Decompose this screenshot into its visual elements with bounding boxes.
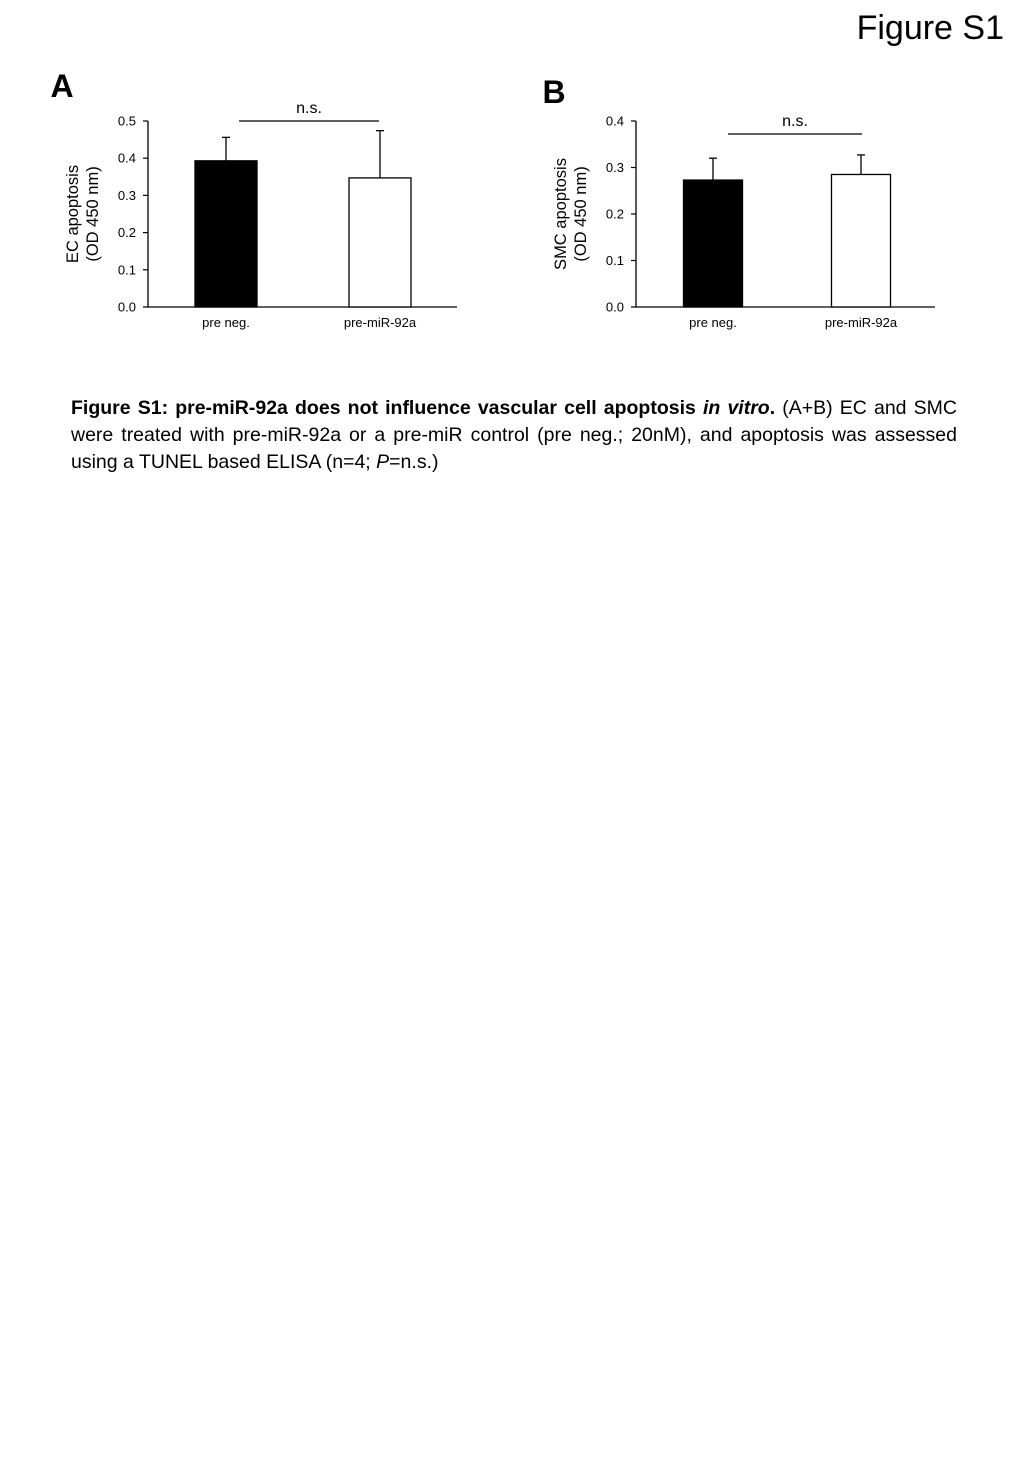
chart-b-y-tick-label: 0.0 <box>605 299 624 315</box>
chart-b-bar <box>832 174 891 307</box>
figure-title: Figure S1 <box>856 9 1004 47</box>
chart-a-y-tick-label: 0.4 <box>117 150 136 166</box>
chart-a-bar <box>349 178 411 307</box>
chart-b-y-tick-label: 0.4 <box>605 113 624 129</box>
chart-a-y-tick-label: 0.0 <box>117 299 136 315</box>
caption-title: Figure S1: pre-miR-92a does not influence vascular cell apoptosis <box>71 397 703 419</box>
chart-a-bar <box>195 161 257 307</box>
figure-caption <box>71 395 957 476</box>
chart-b-panel-label: B <box>542 74 566 110</box>
figure-panels <box>0 0 1024 360</box>
chart-b-category-label: pre-miR-92a <box>824 315 898 330</box>
chart-b-y-axis-label-line: SMC apoptosis <box>552 158 570 270</box>
caption-title-italic: in vitro <box>702 397 770 419</box>
chart-a-y-tick-label: 0.5 <box>117 113 136 129</box>
caption-title-end: . <box>769 397 776 419</box>
chart-b-y-tick-label: 0.1 <box>605 253 624 268</box>
chart-a-panel-label: A <box>50 68 74 104</box>
chart-a-y-axis-label-line: EC apoptosis <box>64 164 82 264</box>
chart-a-y-axis-label <box>64 165 102 263</box>
chart-b-y-axis-label-line: (OD 450 nm) <box>572 166 590 262</box>
chart-a-significance-label: n.s. <box>296 100 322 117</box>
chart-a-category-label: pre neg. <box>202 315 250 330</box>
chart-b-bar <box>684 180 743 307</box>
chart-b-y-tick-label: 0.3 <box>605 160 624 175</box>
caption-body-1: (A+B) EC and SMC were treated with pre-miR-92a or a pre-miR control (pre neg.; 20nM), and apoptosis was assessed using a TUNEL based ELISA (n=4; <box>71 397 957 473</box>
chart-a-y-tick-label: 0.1 <box>117 262 136 278</box>
chart-a-y-axis-label-line: (OD 450 nm) <box>84 166 102 262</box>
caption-p-symbol: P <box>376 451 390 473</box>
chart-b-y-tick-label: 0.2 <box>605 206 624 222</box>
chart-a-y-tick-label: 0.3 <box>117 187 136 203</box>
chart-b-significance-label: n.s. <box>782 113 808 130</box>
caption-body-2: =n.s.) <box>389 451 439 473</box>
chart-a-category-label: pre-miR-92a <box>343 315 417 330</box>
chart-b-category-label: pre neg. <box>689 315 737 330</box>
chart-a-y-tick-label: 0.2 <box>117 225 136 241</box>
chart-b-y-axis-label <box>552 158 590 270</box>
